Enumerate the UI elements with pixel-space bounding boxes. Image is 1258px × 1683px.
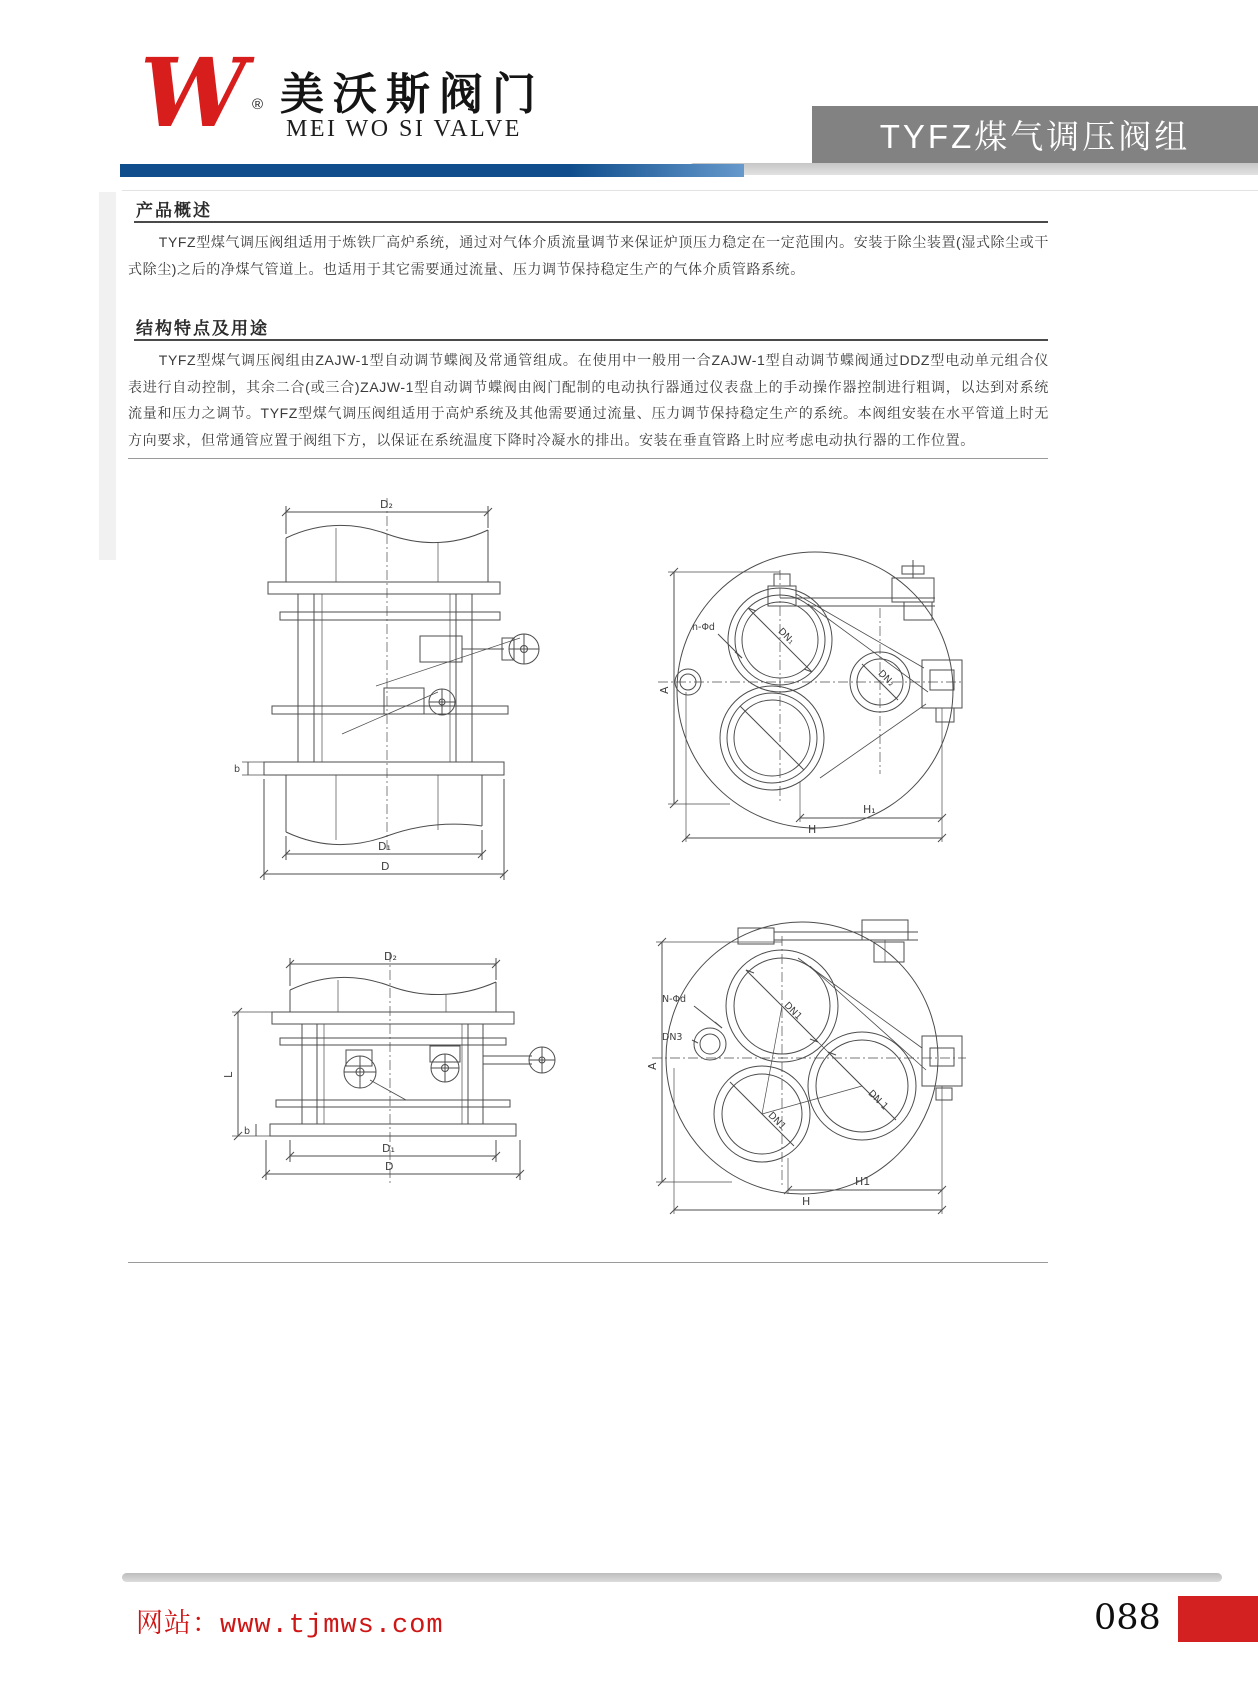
- side-view-linework: [242, 498, 539, 880]
- content-divider-bottom: [128, 1262, 1048, 1263]
- section-heading-overview: 产品概述: [136, 201, 212, 220]
- scan-artifact-strip: [99, 192, 116, 560]
- drawing-side-view-bottom: [220, 950, 565, 1192]
- logo-mark: W: [140, 48, 247, 148]
- brand-name-cn: 美沃斯阀门: [280, 69, 545, 120]
- dn-label-top: DN1: [781, 1000, 804, 1023]
- dim-label-d2: D₂: [384, 950, 397, 963]
- dim-label-b: b: [234, 764, 241, 775]
- section-heading-features: 结构特点及用途: [136, 319, 269, 338]
- dim-label-l: L: [222, 1071, 235, 1078]
- features-paragraph: TYFZ型煤气调压阀组由ZAJW-1型自动调节蝶阀及常通管组成。在使用中一般用一合ZAJW-1型自动调节蝶阀通过DDZ型电动单元组合仪表进行自动控制，其余二合(或三合)ZAJW-1型自动调节蝶阀由阀门配制的电动执行器通过仪表盘上的手动操作器控制进行粗调，以达到对系统流量和压力之调节。TYFZ型煤气调压阀组适用于高炉系统及其他需要通过流量、压力调节保持稳定生产的系统。本阀组安装在水平管道上时无方向要求，但常通管应置于阀组下方，以保证在系统温度下降时冷凝水的排出。安装在垂直管路上时应考虑电动执行器的工作位置。: [128, 352, 1049, 448]
- brand-name-en: MEI WO SI VALVE: [286, 116, 522, 142]
- bolt-note-label: n-Φd: [692, 622, 715, 633]
- dim-label-h: H: [808, 823, 817, 836]
- footer-red-block: [1178, 1596, 1258, 1642]
- dim-label-h: H: [802, 1195, 811, 1208]
- content-divider-top: [128, 458, 1048, 459]
- dn-label-right: DN 1: [865, 1088, 891, 1113]
- dim-label-d1: D₁: [382, 1142, 395, 1155]
- drawing-side-view-top: [224, 496, 564, 888]
- page-title-banner: TYFZ煤气调压阀组: [812, 106, 1258, 163]
- dn-label-top: DN₁: [775, 626, 797, 647]
- header-gray-bar: [688, 163, 1258, 175]
- dim-label-d: D: [381, 860, 390, 873]
- end-view-linework: [658, 552, 962, 842]
- heading-underline: [134, 221, 1048, 223]
- dim-label-d: D: [385, 1160, 394, 1173]
- heading-underline: [134, 339, 1048, 341]
- footer-gray-bar: [122, 1573, 1222, 1582]
- end-view-linework: [652, 920, 966, 1214]
- dim-label-d2: D₂: [380, 498, 393, 511]
- drawing-end-view-top: [630, 542, 980, 852]
- dim-label-a: A: [646, 1062, 659, 1070]
- dim-label-h1: H₁: [863, 803, 876, 816]
- drawing-end-view-bottom: [622, 918, 978, 1218]
- dim-label-a: A: [658, 686, 671, 694]
- header-divider: [122, 190, 1258, 191]
- overview-paragraph: TYFZ型煤气调压阀组适用于炼铁厂高炉系统，通过对气体介质流量调节来保证炉顶压力稳定在一定范围内。安装于除尘装置(湿式除尘或干式除尘)之后的净煤气管道上。也适用于其它需要通过流量、压力调节保持稳定生产的气体介质管路系统。: [128, 234, 1049, 277]
- dim-label-d1: D₁: [378, 840, 391, 853]
- dn3-label: DN3: [662, 1032, 683, 1043]
- dn-label-side: DN₂: [875, 668, 897, 689]
- dn-label-bottom: DN1: [765, 1110, 788, 1133]
- page-number: 088: [1094, 1598, 1161, 1638]
- dim-label-b: b: [244, 1126, 251, 1137]
- header-blue-bar: [120, 164, 744, 177]
- bolt-note-label: N-Φd: [662, 994, 687, 1005]
- registered-trademark-icon: ®: [252, 96, 264, 113]
- company-logo-icon: [140, 48, 270, 148]
- footer-website: 网站：www.tjmws.com: [136, 1611, 444, 1641]
- dim-label-h1: H1: [855, 1175, 871, 1188]
